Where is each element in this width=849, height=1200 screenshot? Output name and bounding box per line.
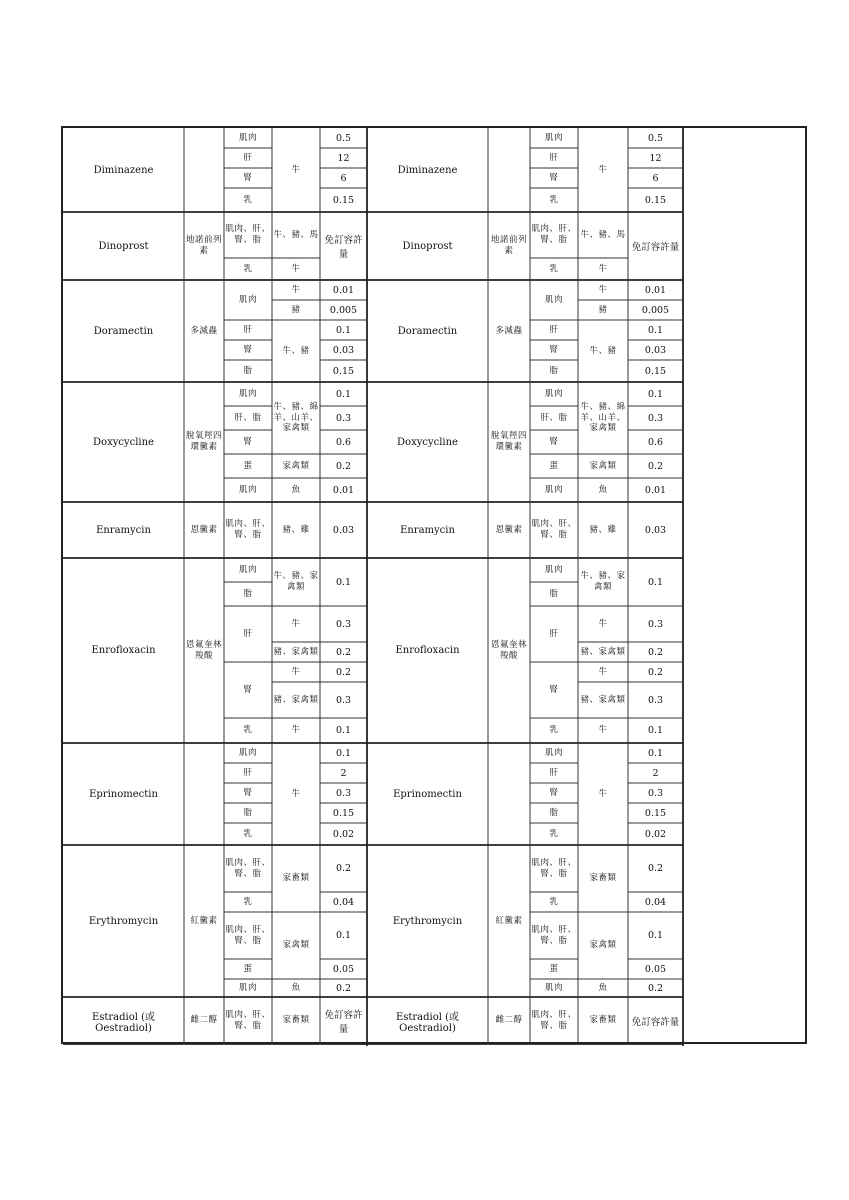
species-cell: 家畜類 bbox=[589, 873, 617, 884]
drug-name-zh: 地諾前列素 bbox=[490, 235, 527, 256]
tissue-cell: 肌肉 bbox=[238, 484, 257, 495]
species-cell: 魚 bbox=[291, 484, 301, 495]
tissue-cell: 蛋 bbox=[549, 963, 559, 974]
value-cell: 0.15 bbox=[644, 194, 667, 206]
species-cell: 牛 bbox=[291, 725, 301, 736]
value-cell: 0.005 bbox=[641, 304, 670, 316]
tissue-cell: 肝 bbox=[549, 767, 559, 778]
value-cell: 免訂容許量 bbox=[631, 1016, 680, 1028]
tissue-cell: 肌肉、肝、腎、脂 bbox=[531, 857, 577, 879]
drug-name-zh: 多減蟲 bbox=[190, 325, 218, 336]
tissue-cell: 乳 bbox=[243, 828, 253, 839]
tissue-cell: 肝、脂 bbox=[234, 412, 262, 423]
value-cell: 2 bbox=[652, 767, 659, 779]
value-cell: 0.01 bbox=[644, 284, 667, 296]
value-cell: 0.2 bbox=[647, 646, 664, 658]
value-cell: 0.01 bbox=[332, 284, 355, 296]
value-cell: 0.15 bbox=[332, 365, 355, 377]
species-cell: 牛 bbox=[291, 284, 301, 295]
value-cell: 0.05 bbox=[644, 963, 667, 975]
value-cell: 0.05 bbox=[332, 963, 355, 975]
tissue-cell: 肌肉 bbox=[238, 294, 257, 305]
tissue-cell: 乳 bbox=[243, 725, 253, 736]
tissue-cell: 肌肉 bbox=[544, 982, 563, 993]
tissue-cell: 脂 bbox=[549, 807, 559, 818]
value-cell: 0.2 bbox=[647, 863, 664, 874]
value-cell: 0.04 bbox=[644, 896, 667, 908]
value-cell: 0.02 bbox=[644, 828, 667, 840]
species-cell: 牛、豬、綿羊、山羊、家禽類 bbox=[273, 402, 319, 434]
value-cell: 0.03 bbox=[332, 344, 355, 356]
species-cell: 豬、家禽類 bbox=[580, 646, 626, 657]
tissue-cell: 乳 bbox=[243, 263, 253, 274]
drug-name: Dinoprost bbox=[402, 240, 453, 252]
drug-name-zh bbox=[184, 128, 224, 212]
value-cell: 免訂容許量 bbox=[324, 1009, 363, 1035]
drug-name: Doxycycline bbox=[397, 436, 458, 448]
tissue-cell: 腎 bbox=[549, 436, 559, 447]
value-cell: 0.1 bbox=[647, 324, 664, 336]
species-cell: 豬、家禽類 bbox=[273, 694, 319, 705]
tissue-cell: 肌肉、肝、腎、脂 bbox=[225, 924, 271, 946]
species-cell: 家畜類 bbox=[589, 1015, 617, 1026]
drug-name-zh bbox=[488, 743, 530, 845]
value-cell: 0.03 bbox=[332, 524, 355, 536]
drug-name-zh: 紅黴素 bbox=[495, 915, 523, 926]
value-cell: 0.03 bbox=[644, 524, 667, 536]
species-cell: 牛 bbox=[291, 164, 301, 175]
value-cell: 6 bbox=[340, 172, 347, 184]
species-cell: 家禽類 bbox=[282, 460, 310, 471]
species-cell: 牛 bbox=[598, 666, 608, 677]
value-cell: 0.1 bbox=[647, 930, 664, 941]
tissue-cell: 肝 bbox=[549, 324, 559, 335]
drug-name-zh: 地諾前列素 bbox=[185, 235, 222, 256]
value-cell: 0.02 bbox=[332, 828, 355, 840]
drug-name: Diminazene bbox=[93, 164, 154, 176]
species-cell: 牛 bbox=[598, 788, 608, 799]
value-cell: 0.2 bbox=[647, 666, 664, 678]
drug-name: Eprinomectin bbox=[393, 788, 462, 800]
species-cell: 牛 bbox=[291, 618, 301, 629]
value-cell: 0.3 bbox=[647, 694, 664, 706]
value-cell: 0.03 bbox=[644, 344, 667, 356]
value-cell: 0.2 bbox=[647, 982, 664, 994]
tissue-cell: 肌肉、肝、腎、脂 bbox=[225, 1009, 271, 1031]
species-cell: 牛、豬、馬 bbox=[580, 229, 626, 240]
value-cell: 0.1 bbox=[647, 576, 664, 588]
value-cell: 0.1 bbox=[335, 388, 352, 400]
species-cell: 豬、家禽類 bbox=[580, 694, 626, 705]
species-cell: 牛 bbox=[598, 263, 608, 274]
value-cell: 0.1 bbox=[335, 930, 352, 941]
tissue-cell: 肝、脂 bbox=[540, 412, 568, 423]
value-cell: 免訂容許量 bbox=[324, 235, 363, 260]
species-cell: 魚 bbox=[598, 484, 608, 495]
tissue-cell: 腎 bbox=[243, 436, 253, 447]
drug-name-zh: 脫氧羥四環黴素 bbox=[185, 431, 222, 452]
drug-name-zh: 雌二醇 bbox=[495, 1015, 523, 1026]
value-cell: 0.3 bbox=[335, 412, 352, 424]
tissue-cell: 腎 bbox=[549, 684, 559, 695]
value-cell: 0.2 bbox=[335, 982, 352, 994]
drug-name-zh: 脫氧羥四環黴素 bbox=[490, 431, 527, 452]
tissue-cell: 肌肉 bbox=[544, 747, 563, 758]
species-cell: 牛 bbox=[291, 666, 301, 677]
value-cell: 0.2 bbox=[335, 863, 352, 874]
species-cell: 家禽類 bbox=[282, 940, 310, 951]
tissue-cell: 肌肉、肝、腎、脂 bbox=[531, 224, 577, 245]
value-cell: 6 bbox=[652, 172, 659, 184]
tissue-cell: 脂 bbox=[549, 588, 559, 599]
value-cell: 0.1 bbox=[647, 747, 664, 759]
drug-name: Enramycin bbox=[400, 524, 455, 536]
value-cell: 0.01 bbox=[332, 484, 355, 496]
tissue-cell: 肝 bbox=[243, 152, 253, 163]
value-cell: 0.1 bbox=[335, 576, 352, 588]
tissue-cell: 肝 bbox=[243, 324, 253, 335]
species-cell: 家畜類 bbox=[282, 1015, 310, 1026]
species-cell: 牛、豬 bbox=[282, 345, 310, 356]
value-cell: 0.3 bbox=[335, 694, 352, 706]
species-cell: 牛、豬、馬 bbox=[273, 229, 319, 240]
drug-name: Doxycycline bbox=[93, 436, 154, 448]
value-cell: 0.3 bbox=[335, 618, 352, 630]
drug-name: Enramycin bbox=[96, 524, 151, 536]
species-cell: 家禽類 bbox=[589, 940, 617, 951]
tissue-cell: 肌肉 bbox=[238, 388, 257, 399]
tissue-cell: 脂 bbox=[243, 588, 253, 599]
value-cell: 0.5 bbox=[647, 132, 664, 144]
value-cell: 12 bbox=[337, 152, 350, 164]
value-cell: 0.1 bbox=[647, 725, 664, 736]
tissue-cell: 脂 bbox=[549, 365, 559, 376]
drug-name-zh: 紅黴素 bbox=[190, 915, 218, 926]
tissue-cell: 肝 bbox=[549, 628, 559, 639]
drug-name-zh: 恩黴素 bbox=[190, 524, 218, 535]
tissue-cell: 腎 bbox=[243, 172, 253, 183]
tissue-cell: 肌肉 bbox=[238, 982, 257, 993]
drug-name-zh: 多減蟲 bbox=[495, 325, 523, 336]
tissue-cell: 肌肉 bbox=[238, 132, 257, 143]
tissue-cell: 肝 bbox=[549, 152, 559, 163]
tissue-cell: 脂 bbox=[243, 807, 253, 818]
value-cell: 0.15 bbox=[332, 807, 355, 819]
value-cell: 12 bbox=[649, 152, 662, 164]
species-cell: 魚 bbox=[598, 982, 608, 993]
tissue-cell: 肌肉 bbox=[544, 132, 563, 143]
species-cell: 牛、豬、家禽類 bbox=[580, 571, 626, 592]
tissue-cell: 肌肉、肝、腎、脂 bbox=[531, 519, 577, 540]
species-cell: 魚 bbox=[291, 982, 301, 993]
tissue-cell: 腎 bbox=[549, 787, 559, 798]
species-cell: 豬、雞 bbox=[589, 524, 617, 535]
tissue-cell: 腎 bbox=[549, 344, 559, 355]
tissue-cell: 腎 bbox=[549, 172, 559, 183]
drug-name-zh bbox=[488, 128, 530, 212]
species-cell: 豬、雞 bbox=[282, 524, 310, 535]
tissue-cell: 乳 bbox=[243, 194, 253, 205]
tissue-cell: 乳 bbox=[549, 828, 559, 839]
drug-name: Doramectin bbox=[397, 325, 458, 337]
value-cell: 0.6 bbox=[335, 436, 352, 448]
species-cell: 牛 bbox=[598, 284, 608, 295]
value-cell: 0.005 bbox=[329, 304, 358, 316]
drug-name-zh: 恩氟奎林羧酸 bbox=[490, 639, 527, 661]
species-cell: 豬、家禽類 bbox=[273, 646, 319, 657]
tissue-cell: 肌肉 bbox=[238, 747, 257, 758]
tissue-cell: 肌肉、肝、腎、脂 bbox=[531, 924, 577, 946]
value-cell: 0.2 bbox=[647, 460, 664, 472]
value-cell: 0.2 bbox=[335, 666, 352, 678]
drug-name: Erythromycin bbox=[88, 915, 159, 927]
species-cell: 牛、豬 bbox=[589, 345, 617, 356]
value-cell: 0.1 bbox=[335, 324, 352, 336]
tissue-cell: 肌肉 bbox=[544, 294, 563, 305]
value-cell: 免訂容許量 bbox=[631, 242, 680, 253]
species-cell: 牛、豬、綿羊、山羊、家禽類 bbox=[580, 402, 626, 434]
tissue-cell: 蛋 bbox=[243, 963, 253, 974]
tissue-cell: 肝 bbox=[243, 767, 253, 778]
species-cell: 豬 bbox=[598, 304, 608, 315]
value-cell: 0.5 bbox=[335, 132, 352, 144]
value-cell: 0.1 bbox=[335, 747, 352, 759]
tissue-cell: 肌肉 bbox=[238, 564, 257, 575]
value-cell: 0.3 bbox=[647, 412, 664, 424]
tissue-cell: 乳 bbox=[243, 896, 253, 907]
drug-name-zh: 恩氟奎林羧酸 bbox=[185, 639, 222, 661]
tissue-cell: 脂 bbox=[243, 365, 253, 376]
tissue-cell: 肌肉、肝、腎、脂 bbox=[225, 224, 271, 245]
drug-name-zh: 雌二醇 bbox=[190, 1015, 218, 1026]
value-cell: 0.6 bbox=[647, 436, 664, 448]
tissue-cell: 肌肉 bbox=[544, 388, 563, 399]
value-cell: 2 bbox=[340, 767, 347, 779]
value-cell: 0.01 bbox=[644, 484, 667, 496]
tissue-cell: 肌肉 bbox=[544, 484, 563, 495]
value-cell: 0.15 bbox=[644, 365, 667, 377]
tissue-cell: 腎 bbox=[243, 344, 253, 355]
drug-name: Dinoprost bbox=[98, 240, 149, 252]
drug-name: Erythromycin bbox=[392, 915, 463, 927]
drug-name: Estradiol (或 Oestradiol) bbox=[91, 1011, 156, 1034]
species-cell: 牛 bbox=[598, 618, 608, 629]
tissue-cell: 肌肉、肝、腎、脂 bbox=[225, 519, 271, 540]
species-cell: 牛 bbox=[291, 263, 301, 274]
tissue-cell: 肌肉 bbox=[544, 564, 563, 575]
tissue-cell: 肌肉、肝、腎、脂 bbox=[225, 857, 271, 879]
value-cell: 0.2 bbox=[335, 646, 352, 658]
drug-name: Enrofloxacin bbox=[395, 645, 460, 656]
tissue-cell: 蛋 bbox=[243, 460, 253, 471]
species-cell: 牛 bbox=[291, 788, 301, 799]
drug-name: Enrofloxacin bbox=[91, 645, 156, 656]
value-cell: 0.1 bbox=[335, 725, 352, 736]
tissue-cell: 腎 bbox=[243, 787, 253, 798]
species-cell: 牛 bbox=[598, 725, 608, 736]
drug-name-zh bbox=[184, 743, 224, 845]
drug-name: Estradiol (或 Oestradiol) bbox=[395, 1011, 460, 1034]
tissue-cell: 肝 bbox=[243, 628, 253, 639]
species-cell: 牛、豬、家禽類 bbox=[273, 571, 319, 592]
tissue-cell: 乳 bbox=[549, 194, 559, 205]
value-cell: 0.04 bbox=[332, 896, 355, 908]
drug-name: Diminazene bbox=[397, 164, 458, 176]
value-cell: 0.15 bbox=[332, 194, 355, 206]
tissue-cell: 乳 bbox=[549, 263, 559, 274]
species-cell: 牛 bbox=[598, 164, 608, 175]
tissue-cell: 乳 bbox=[549, 896, 559, 907]
species-cell: 家禽類 bbox=[589, 460, 617, 471]
species-cell: 家畜類 bbox=[282, 873, 310, 884]
tissue-cell: 肌肉、肝、腎、脂 bbox=[531, 1009, 577, 1031]
tissue-cell: 蛋 bbox=[549, 460, 559, 471]
drug-name: Doramectin bbox=[93, 325, 154, 337]
value-cell: 0.3 bbox=[335, 787, 352, 799]
value-cell: 0.1 bbox=[647, 388, 664, 400]
drug-name: Eprinomectin bbox=[89, 788, 158, 800]
tissue-cell: 腎 bbox=[243, 684, 253, 695]
value-cell: 0.3 bbox=[647, 787, 664, 799]
value-cell: 0.15 bbox=[644, 807, 667, 819]
tissue-cell: 乳 bbox=[549, 725, 559, 736]
drug-name-zh: 恩黴素 bbox=[495, 524, 523, 535]
value-cell: 0.3 bbox=[647, 618, 664, 630]
value-cell: 0.2 bbox=[335, 460, 352, 472]
species-cell: 豬 bbox=[291, 304, 301, 315]
residue-limit-table bbox=[61, 126, 807, 1044]
